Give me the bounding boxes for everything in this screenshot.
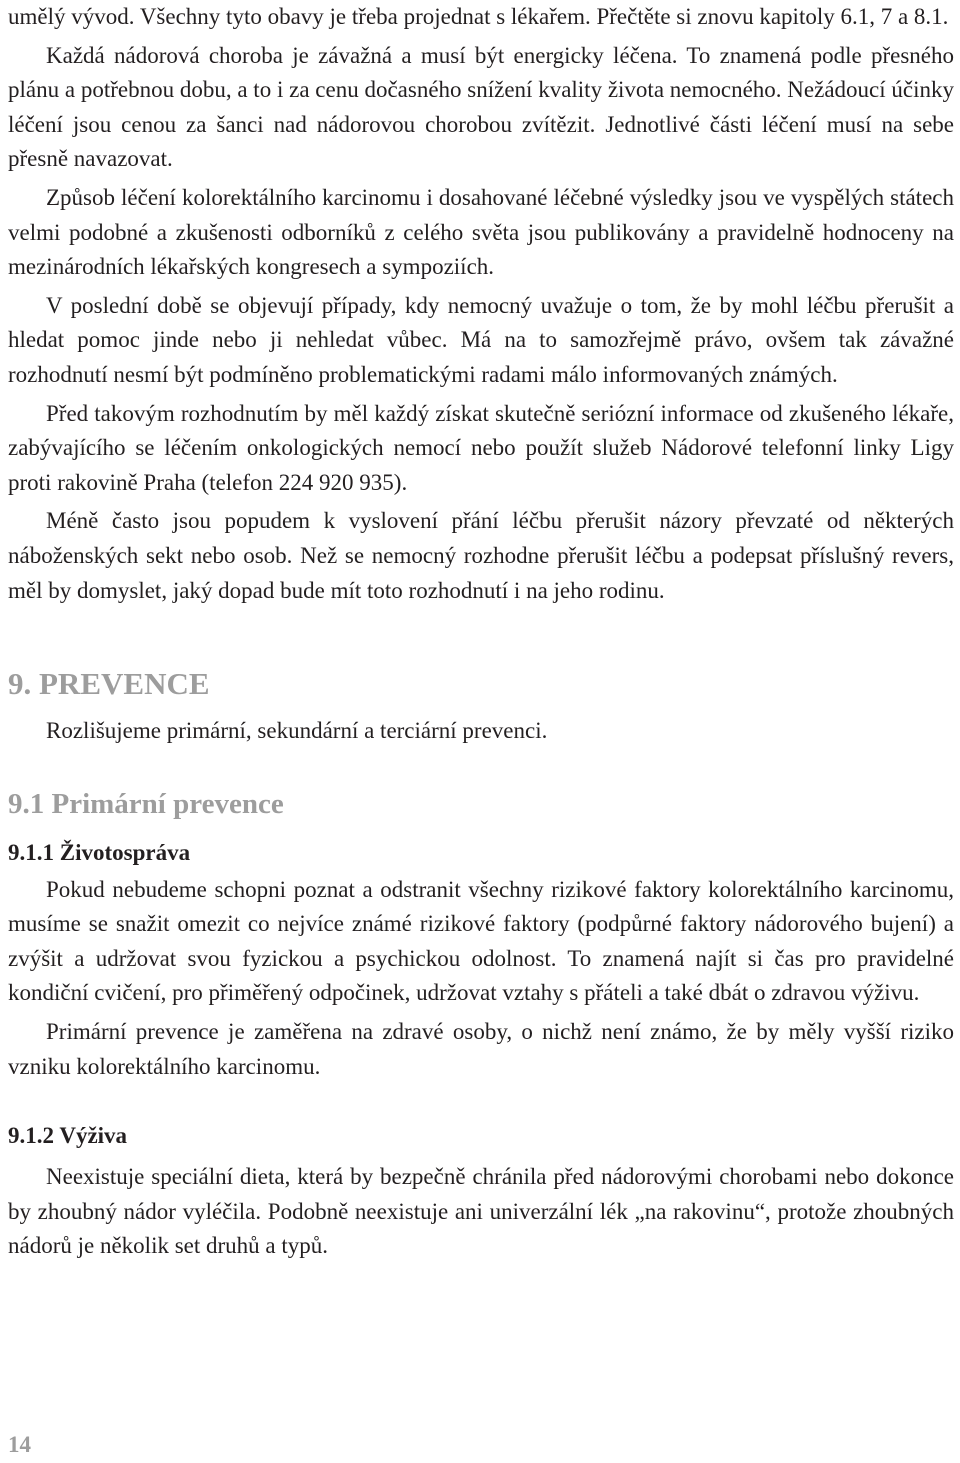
paragraph: Způsob léčení kolorektálního karcinomu i dosahované léčebné výsledky jsou ve vyspělých státech velmi podobné a zkušenosti odborníků z celého světa jsou publikovány a pravidelně hodnoceny na mezinárodních lékařských kongresech a sympoziích.: [8, 184, 954, 280]
document-page: [8, 0, 954, 1264]
paragraph: Před takovým rozhodnutím by měl každý získat skutečně seriózní informace od zkušeného lékaře, zabývajícího se léčením onkologických nemocí nebo použít služeb Nádorové telefonní linky Ligy proti rakovině Praha (telefon 224 920 935).: [8, 400, 954, 495]
section-heading-9: 9. PREVENCE: [8, 666, 210, 702]
paragraph: Každá nádorová choroba je závažná a musí být energicky léčena. To znamená podle přesného plánu a potřebnou dobu, a to i za cenu dočasného snížení kvality života nemocného. Nežádoucí účinky léčení jsou cenou za šanci nad nádorovou chorobou zvítězit. Jednotlivé části léčení musí na sebe přesně navazovat.: [8, 42, 954, 172]
section-heading-9-1-1: 9.1.1 Životospráva: [8, 839, 191, 865]
paragraph: Pokud nebudeme schopni poznat a odstranit všechny rizikové faktory kolorektálního karcinomu, musíme se snažit omezit co nejvíce známé rizikové faktory (podpůrné faktory nádorového bujení) a zvýšit a udržovat svou fyzickou a psychickou odolnost. To znamená najít si čas pro pravidelné kondiční cvičení, pro přiměřený odpočinek, udržovat vztahy s přáteli a také dbát o zdravou výživu.: [8, 876, 954, 1006]
paragraph: V poslední době se objevují případy, kdy nemocný uvažuje o tom, že by mohl léčbu přerušit a hledat pomoc jinde nebo ji nehledat vůbec. Má na to samozřejmě právo, ovšem tak závažné rozhodnutí nesmí být podmíněno problematickými radami málo informovaných známých.: [8, 292, 954, 387]
section-heading-9-1-2: 9.1.2 Výživa: [8, 1123, 128, 1149]
paragraph-continuation: umělý vývod. Všechny tyto obavy je třeba projednat s lékařem. Přečtěte si znovu kapitoly 6.1, 7 a 8.1.: [8, 4, 949, 29]
paragraph: Primární prevence je zaměřena na zdravé osoby, o nichž není známo, že by měly vyšší riziko vzniku kolorektálního karcinomu.: [8, 1019, 954, 1079]
paragraph: Neexistuje speciální dieta, která by bezpečně chránila před nádorovými chorobami nebo dokonce by zhoubný nádor vyléčila. Podobně neexistuje ani univerzální lék „na rakovinu“, protože zhoubných nádorů je několik set druhů a typů.: [8, 1164, 954, 1259]
paragraph: Méně často jsou popudem k vyslovení přání léčbu přerušit názory převzaté od některých náboženských sekt nebo osob. Než se nemocný rozhodne přerušit léčbu a podepsat příslušný revers, měl by domyslet, jaký dopad bude mít toto rozhodnutí i na jeho rodinu.: [8, 508, 954, 603]
section-9-intro: Rozlišujeme primární, sekundární a terciární prevenci.: [46, 718, 548, 744]
page-number: 14: [8, 1432, 31, 1457]
section-heading-9-1: 9.1 Primární prevence: [8, 787, 284, 820]
